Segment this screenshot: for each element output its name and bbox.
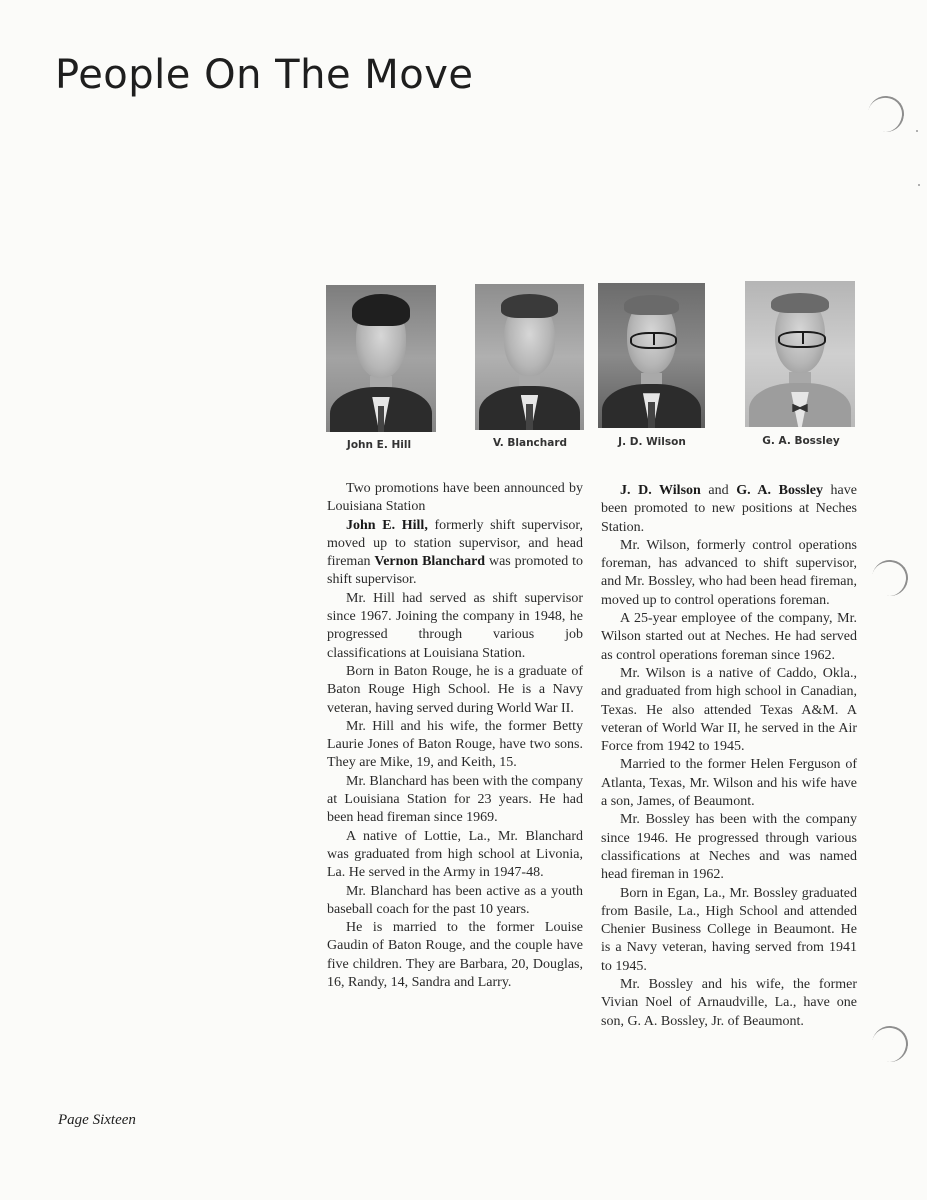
person-name: G. A. Bossley — [736, 483, 823, 498]
page-title: People On The Move — [55, 52, 474, 98]
portrait-photo-icon — [326, 285, 436, 432]
article-column-left — [327, 480, 583, 992]
paragraph: Mr. Blanchard has been with the company at Louisiana Station for 23 years. He had been head fireman since 1969. — [327, 773, 583, 826]
photo-v-blanchard — [475, 284, 584, 430]
person-name: Vernon Blanchard — [374, 554, 486, 570]
caption-jd-wilson: J. D. Wilson — [618, 436, 686, 448]
page-footer: Page Sixteen — [58, 1112, 136, 1128]
paragraph: Born in Egan, La., Mr. Bossley graduated from Basile, La., High School and attended Chenier Business College in Beaumont. He is a Navy veteran, having served from 1941 to 1945. — [601, 885, 857, 974]
paragraph: A native of Lottie, La., Mr. Blanchard was graduated from high school at Livonia, La. He served in the Army in 1947-48. — [327, 828, 583, 881]
portrait-photo-icon — [475, 284, 584, 430]
photo-jd-wilson — [598, 283, 705, 428]
paragraph: Mr. Hill had served as shift supervisor since 1967. Joining the company in 1948, he progressed through various job classifications at Louisiana Station. — [327, 590, 583, 661]
caption-john-hill: John E. Hill — [346, 439, 412, 451]
portrait-photo-icon — [598, 283, 705, 428]
photo-john-hill — [326, 285, 436, 432]
paragraph: Mr. Bossley and his wife, the former Vivian Noel of Arnaudville, La., have one son, G. A. Bossley, Jr. of Beaumont. — [601, 977, 857, 1029]
paragraph: Mr. Blanchard has been active as a youth baseball coach for the past 10 years. — [327, 883, 583, 917]
person-name: J. D. Wilson — [620, 483, 701, 498]
paragraph: Two promotions have been announced by Louisiana Station — [327, 481, 583, 515]
paper-speck — [916, 130, 918, 132]
paragraph: Born in Baton Rouge, he is a graduate of Baton Rouge High School. He is a Navy veteran, having served during World War II. — [327, 663, 583, 716]
paragraph: J. D. Wilson and G. A. Bossley have been promoted to new positions at Neches Station. — [601, 483, 857, 535]
caption-ga-bossley: G. A. Bossley — [762, 435, 840, 447]
article-column-right — [601, 482, 857, 1031]
paragraph: Mr. Wilson, formerly control operations foreman, has advanced to shift supervisor, and Mr. Bossley, who had been head fireman, moved up to control operations foreman. — [601, 537, 857, 608]
binder-hole-middle — [869, 557, 911, 599]
paragraph: Mr. Bossley has been with the company since 1946. He progressed through various classifications at Neches and was named head fireman in 1962. — [601, 812, 857, 883]
binder-hole-top — [865, 93, 907, 135]
paragraph: A 25-year employee of the company, Mr. Wilson started out at Neches. He had served as control operations foreman since 1962. — [601, 611, 857, 663]
paragraph: He is married to the former Louise Gaudin of Baton Rouge, and the couple have five children. They are Barbara, 20, Douglas, 16, Randy, 14, Sandra and Larry. — [327, 920, 583, 991]
portrait-photo-icon — [745, 281, 855, 427]
binder-hole-bottom — [869, 1023, 911, 1065]
caption-v-blanchard: V. Blanchard — [492, 437, 568, 449]
paragraph: Mr. Wilson is a native of Caddo, Okla., and graduated from high school in Canadian, Texas. He also attended Texas A&M. A veteran of World War II, he served in the Air Force from 1942 to 1945. — [601, 665, 857, 755]
person-name: John E. Hill, — [346, 517, 428, 533]
paragraph: Mr. Hill and his wife, the former Betty Laurie Jones of Baton Rouge, have two sons. They are Mike, 19, and Keith, 15. — [327, 718, 583, 771]
paragraph: Married to the former Helen Ferguson of Atlanta, Texas, Mr. Wilson and his wife have a son, James, of Beaumont. — [601, 757, 857, 810]
paragraph: John E. Hill, formerly shift supervisor, moved up to station supervisor, and head fireman Vernon Blanchard was promoted to shift supervisor. — [327, 517, 583, 588]
paper-speck — [918, 184, 920, 186]
photo-ga-bossley — [745, 281, 855, 427]
